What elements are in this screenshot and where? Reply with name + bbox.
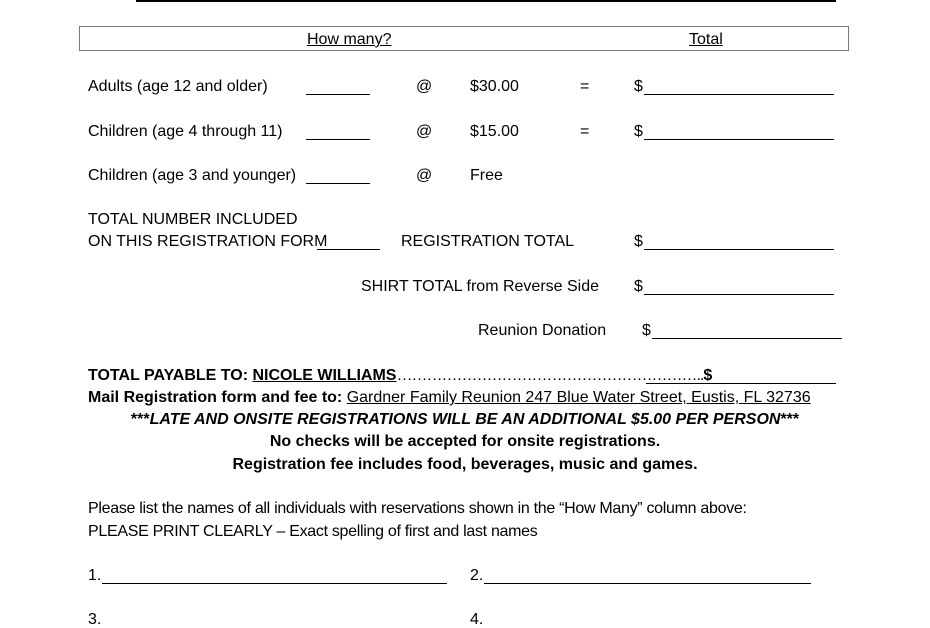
shirt-total-field[interactable] [644, 280, 834, 295]
print-clearly-instruction: PLEASE PRINT CLEARLY – Exact spelling of first and last names [88, 523, 538, 540]
top-rule [136, 0, 836, 2]
children-4-11-at: @ [416, 123, 433, 140]
children-4-11-total-field[interactable] [644, 125, 834, 140]
name-entry-1-label: 1. [88, 567, 102, 584]
leader-dots: …………………………………………………….. [396, 367, 704, 384]
column-header-box [79, 26, 849, 51]
registration-total-dollar: $ [634, 233, 643, 250]
shirt-total-label: SHIRT TOTAL from Reverse Side [361, 278, 600, 295]
adults-count-field[interactable] [306, 80, 370, 95]
total-payable-line [88, 368, 712, 384]
children-3-under-label: Children (age 3 and younger) [88, 167, 297, 184]
name-entry-1-field[interactable] [102, 569, 447, 584]
late-text: LATE AND ONSITE REGISTRATIONS WILL BE AN ADDITIONAL $5.00 PER PERSON [149, 411, 781, 428]
late-suffix: *** [780, 411, 800, 428]
children-3-under-count-field[interactable] [306, 169, 370, 184]
children-4-11-price: $15.00 [470, 123, 519, 140]
names-instruction: Please list the names of all individuals with reservations shown in the “How Many” column above: [88, 500, 747, 517]
children-3-under-price: Free [470, 167, 503, 184]
registration-total-label: REGISTRATION TOTAL [401, 233, 575, 250]
children-4-11-dollar: $ [634, 123, 643, 140]
adults-equals: = [580, 78, 590, 95]
total-payable-label: TOTAL PAYABLE TO: [88, 367, 253, 384]
children-4-11-label: Children (age 4 through 11) [88, 123, 283, 140]
total-header: Total [689, 31, 723, 48]
shirt-total-dollar: $ [634, 278, 643, 295]
name-entry-4-label: 4. [470, 611, 484, 628]
registration-total-field[interactable] [644, 235, 834, 250]
adults-at: @ [416, 78, 433, 95]
total-payable-dollar: $ [703, 367, 713, 384]
late-prefix: *** [130, 411, 150, 428]
reunion-donation-field[interactable] [652, 324, 842, 339]
children-4-11-equals: = [580, 123, 590, 140]
total-number-field[interactable] [317, 235, 380, 250]
mail-address: Gardner Family Reunion 247 Blue Water Street, Eustis, FL 32736 [346, 389, 811, 406]
no-checks-notice: No checks will be accepted for onsite registrations. [269, 433, 661, 450]
name-entry-3-label: 3. [88, 611, 102, 628]
total-payable-field[interactable] [646, 369, 836, 384]
reunion-donation-dollar: $ [642, 322, 651, 339]
adults-dollar: $ [634, 78, 643, 95]
adults-price: $30.00 [470, 78, 519, 95]
reunion-donation-label: Reunion Donation [478, 322, 607, 339]
mail-label: Mail Registration form and fee to: [88, 389, 347, 406]
payee-name: NICOLE WILLIAMS [252, 367, 397, 384]
mail-line [88, 390, 811, 406]
how-many-header: How many? [307, 31, 392, 48]
children-3-under-at: @ [416, 167, 433, 184]
children-4-11-count-field[interactable] [306, 125, 370, 140]
name-entry-2-field[interactable] [484, 569, 811, 584]
adults-label: Adults (age 12 and older) [88, 78, 268, 95]
late-registration-notice [0, 412, 930, 428]
total-number-line1: TOTAL NUMBER INCLUDED [88, 211, 298, 228]
name-entry-2-label: 2. [470, 567, 484, 584]
fee-includes-notice: Registration fee includes food, beverages, music and games. [232, 456, 698, 473]
total-number-line2: ON THIS REGISTRATION FORM [88, 233, 328, 250]
adults-total-field[interactable] [644, 80, 834, 95]
